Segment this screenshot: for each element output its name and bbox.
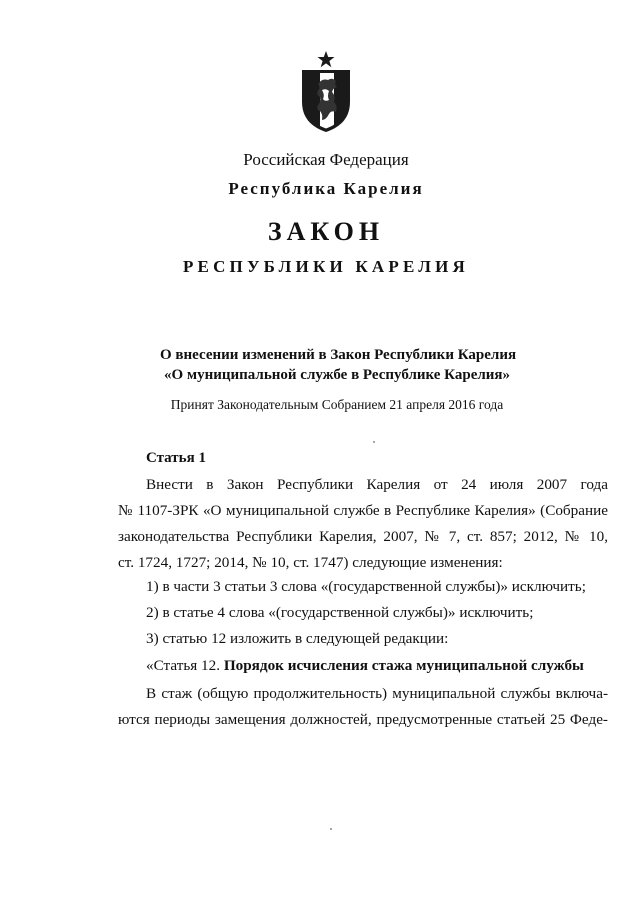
quoted-article-heading xyxy=(146,657,584,675)
country-name: Российская Федерация xyxy=(243,150,409,169)
bill-title-line2: «О муниципальной службе в Республике Карелия» xyxy=(163,367,511,383)
quoted-article-prefix: «Статья 12. xyxy=(146,657,221,674)
article-1-heading: Статья 1 xyxy=(146,450,206,466)
intro-line: законодательства Республики Карелия, 2007, № 7, ст. 857; 2012, № 10, xyxy=(118,528,608,545)
body-line: В стаж (общую продолжительность) муниципальной службы включа- xyxy=(146,685,608,702)
law-subtitle: РЕСПУБЛИКИ КАРЕЛИЯ xyxy=(182,257,470,276)
intro-line: № 1107-ЗРК «О муниципальной службе в Республике Карелия» (Собрание xyxy=(118,502,608,519)
list-item: 2) в статье 4 слова «(государственной службы)» исключить; xyxy=(146,604,534,621)
list-item: 3) статью 12 изложить в следующей редакции: xyxy=(146,630,449,647)
adoption-date: Принят Законодательным Собранием 21 апреля 2016 года xyxy=(170,397,504,412)
scan-speck xyxy=(373,441,375,443)
quoted-article-title: Порядок исчисления стажа муниципальной службы xyxy=(223,657,584,674)
intro-line: ст. 1724, 1727; 2014, № 10, ст. 1747) следующие изменения: xyxy=(118,554,503,571)
karelia-coat-of-arms-icon xyxy=(296,50,356,135)
article-1-intro xyxy=(118,472,608,576)
bill-title-line1: О внесении изменений в Закон Республики Карелия xyxy=(160,347,517,363)
intro-line: Внести в Закон Республики Карелия от 24 июля 2007 года xyxy=(146,476,608,493)
list-item: 1) в части 3 статьи 3 слова «(государственной службы)» исключить; xyxy=(146,578,586,595)
republic-name: Республика Карелия xyxy=(228,179,424,198)
quoted-article-body xyxy=(118,681,608,733)
body-line: ются периоды замещения должностей, предусмотренные статьей 25 Феде- xyxy=(118,711,608,728)
law-title: ЗАКОН xyxy=(267,217,385,246)
scan-speck xyxy=(330,828,332,830)
